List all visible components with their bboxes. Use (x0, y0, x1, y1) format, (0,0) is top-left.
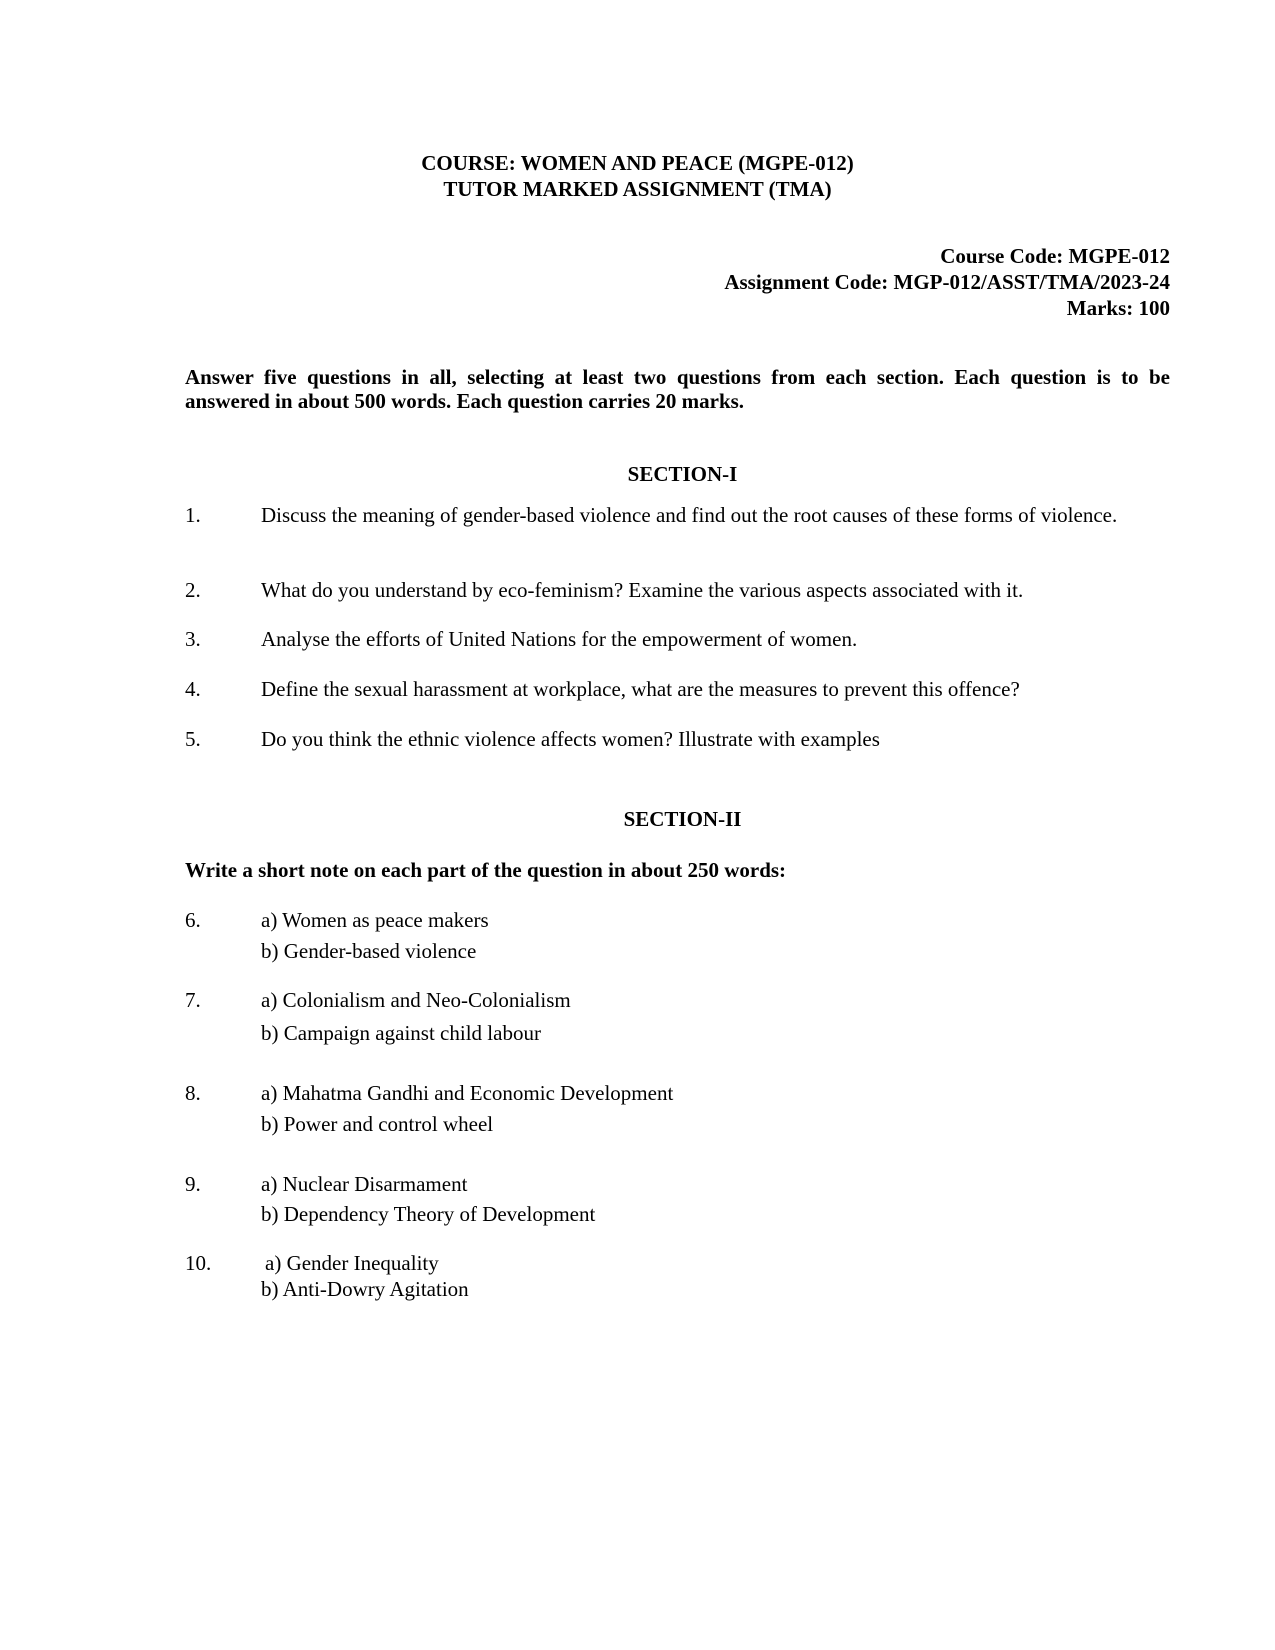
question-text: Do you think the ethnic violence affects women? Illustrate with examples (261, 727, 880, 751)
question-part-a: a) Women as peace makers (261, 908, 489, 932)
course-title: COURSE: WOMEN AND PEACE (MGPE-012) (421, 151, 854, 175)
section-2-instruction: Write a short note on each part of the question in about 250 words: (185, 858, 787, 882)
question-part-b: b) Gender-based violence (261, 939, 477, 963)
section-1-heading: SECTION-I (627, 462, 738, 486)
question-number: 9. (185, 1172, 201, 1196)
question-number: 8. (185, 1081, 201, 1105)
general-instructions: Answer five questions in all, selecting at least two questions from each section. Each question is to be answered in about 500 words. Each question carries 20 marks. (185, 365, 1170, 413)
question-part-b: b) Power and control wheel (261, 1112, 494, 1136)
question-part-a: a) Gender Inequality (265, 1251, 439, 1275)
question-text: Discuss the meaning of gender-based violence and find out the root causes of these forms of violence. (261, 503, 1118, 527)
question-part-b: b) Anti-Dowry Agitation (261, 1277, 469, 1301)
course-codes-block (724, 243, 1170, 321)
question-number: 7. (185, 988, 201, 1012)
question-number: 2. (185, 578, 201, 602)
assignment-title: TUTOR MARKED ASSIGNMENT (TMA) (443, 177, 832, 201)
question-4 (185, 676, 1170, 702)
question-part-a: a) Nuclear Disarmament (261, 1172, 468, 1196)
assignment-code: Assignment Code: MGP-012/ASST/TMA/2023-24 (724, 270, 1170, 294)
question-number: 1. (185, 503, 201, 527)
question-part-b: b) Dependency Theory of Development (261, 1202, 596, 1226)
question-number: 10. (185, 1251, 212, 1275)
question-number: 5. (185, 727, 201, 751)
question-3 (185, 626, 1170, 652)
question-number: 3. (185, 627, 201, 651)
question-part-b: b) Campaign against child labour (261, 1021, 541, 1045)
question-text: Analyse the efforts of United Nations for the empowerment of women. (261, 627, 858, 651)
question-1 (185, 502, 1170, 528)
question-part-a: a) Mahatma Gandhi and Economic Development (261, 1081, 674, 1105)
marks: Marks: 100 (1066, 296, 1170, 320)
question-text: What do you understand by eco-feminism? Examine the various aspects associated with it. (261, 578, 1024, 602)
section-2-heading: SECTION-II (623, 807, 742, 831)
question-2 (185, 577, 1170, 603)
question-number: 6. (185, 908, 201, 932)
question-5 (185, 726, 1170, 752)
question-part-a: a) Colonialism and Neo-Colonialism (261, 988, 571, 1012)
question-number: 4. (185, 677, 201, 701)
course-code: Course Code: MGPE-012 (940, 244, 1170, 268)
question-text: Define the sexual harassment at workplace, what are the measures to prevent this offence? (261, 677, 1020, 701)
